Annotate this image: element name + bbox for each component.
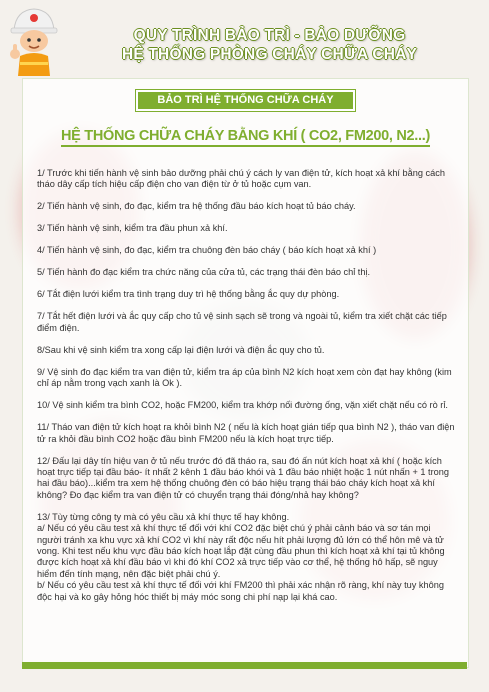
page-title-line2: HỆ THỐNG PHÒNG CHÁY CHỮA CHÁY — [121, 46, 418, 63]
step-item: 6/ Tắt điện lưới kiểm tra tình trạng duy trì hệ thống bằng ắc quy dự phòng. — [37, 289, 340, 300]
page-title-line1: QUY TRÌNH BẢO TRÌ - BẢO DƯỠNG — [133, 27, 406, 44]
page-header — [0, 0, 489, 82]
content-card — [22, 78, 469, 668]
steps-list — [37, 168, 456, 614]
firefighter-mascot-icon — [6, 4, 62, 76]
step-item: 11/ Tháo van điện tử kích hoạt ra khỏi bình N2 ( nếu là kích hoạt gián tiếp qua bình N2 ), tháo van điện tử ra khỏi đầu bình CO2 hoặc đầu bình FM200 nếu là kích hoạt trực tiếp. — [37, 422, 455, 444]
step-item: 10/ Vệ sinh kiểm tra bình CO2, hoặc FM200, kiểm tra khớp nối đường ống, vặn xiết chặt nếu có rò rỉ. — [37, 400, 448, 411]
step-item: 7/ Tắt hết điện lưới và ắc quy cấp cho tủ vệ sinh sạch sẽ trong và ngoài tủ, kiểm tra xiết chặt các tiếp điểm điện. — [37, 311, 447, 333]
main-heading-text: HỆ THỐNG CHỮA CHÁY BẰNG KHÍ ( CO2, FM200, N2...) — [61, 128, 430, 147]
section-banner: BẢO TRÌ HỆ THỐNG CHỮA CHÁY — [136, 90, 355, 111]
step-item: 12/ Đấu lại dây tín hiệu van ở tủ nếu trước đó đã tháo ra, sau đó ấn nút kích hoạt xả khí ( hoặc kích hoạt trực tiếp tại đầu báo- ít nhất 2 kênh 1 đầu báo khói và 1 đầu báo nhiệt hoặc 1 nút nhấn + 1 trong hai đầu báo)...kiểm tra xem hệ thống chuông đèn có báo hiệu trạng thái báo cháy kích hoạt xả khí không? Đo đạc kiểm tra van điện tử có chuyển trạng thái đóng/nhả hay không? — [37, 455, 449, 500]
step-item: 2/ Tiến hành vệ sinh, đo đạc, kiểm tra hệ thống đầu báo kích hoạt tủ báo cháy. — [37, 201, 356, 212]
step-item: 13/ Tùy từng công ty mà có yêu cầu xả khí thực tế hay không. a/ Nếu có yêu cầu test xả khí thực tế đối với khí CO2 đặc biệt chú ý phải cảnh báo và sơ tán mọi người tránh xa khu vực xả khí CO2 vì khí này rất độc nếu hít phải lượng đủ lớn có thể hôn mê và tử vong. Khi test nếu khu vực đầu báo kích hoạt lắp đặt cùng đầu phun thì kích hoạt xả khí tại tủ không được kích hoạt xả khí đầu báo vì khi đó khí CO2 xả trực tiếp vào cơ thể, hệ thống hô hấp, sẽ nguy hiểm đến tính mạng, nên đặc biệt phải chú ý. b/ Nếu có yêu cầu test xả khí thực tế đối với khí FM200 thì phải xác nhận rõ ràng, khí này tuy không độc hại và ko gây hỏng hóc thiết bị máy móc song chi phí nạp lại khá cao. — [37, 511, 445, 602]
step-item: 4/ Tiến hành vệ sinh, đo đạc, kiểm tra chuông đèn báo cháy ( báo kích hoạt xả khí ) — [37, 245, 377, 256]
footer-bar — [22, 662, 467, 669]
step-item: 5/ Tiến hành đo đạc kiểm tra chức năng của cửa tủ, các trạng thái đèn báo chỉ thị. — [37, 267, 371, 278]
main-heading — [23, 128, 468, 144]
step-item: 1/ Trước khi tiến hành vệ sinh bảo dưỡng phải chú ý cách ly van điện tử, kích hoạt xả khí bằng cách tháo dây cấp tích hiệu cấp điện cho van điện từ ở tủ hoặc cụm van. — [37, 168, 445, 190]
step-item: 3/ Tiến hành vệ sinh, kiểm tra đầu phun xả khí. — [37, 223, 228, 234]
step-item: 8/Sau khi vệ sinh kiểm tra xong cấp lại điện lưới và điện ắc quy cho tủ. — [37, 344, 325, 355]
step-item: 9/ Vệ sinh đo đạc kiểm tra van điện tử, kiểm tra áp của bình N2 kích hoạt xem còn đạt hay không (kim chỉ áp nằm trong vạch xanh là Ok ). — [37, 366, 452, 389]
